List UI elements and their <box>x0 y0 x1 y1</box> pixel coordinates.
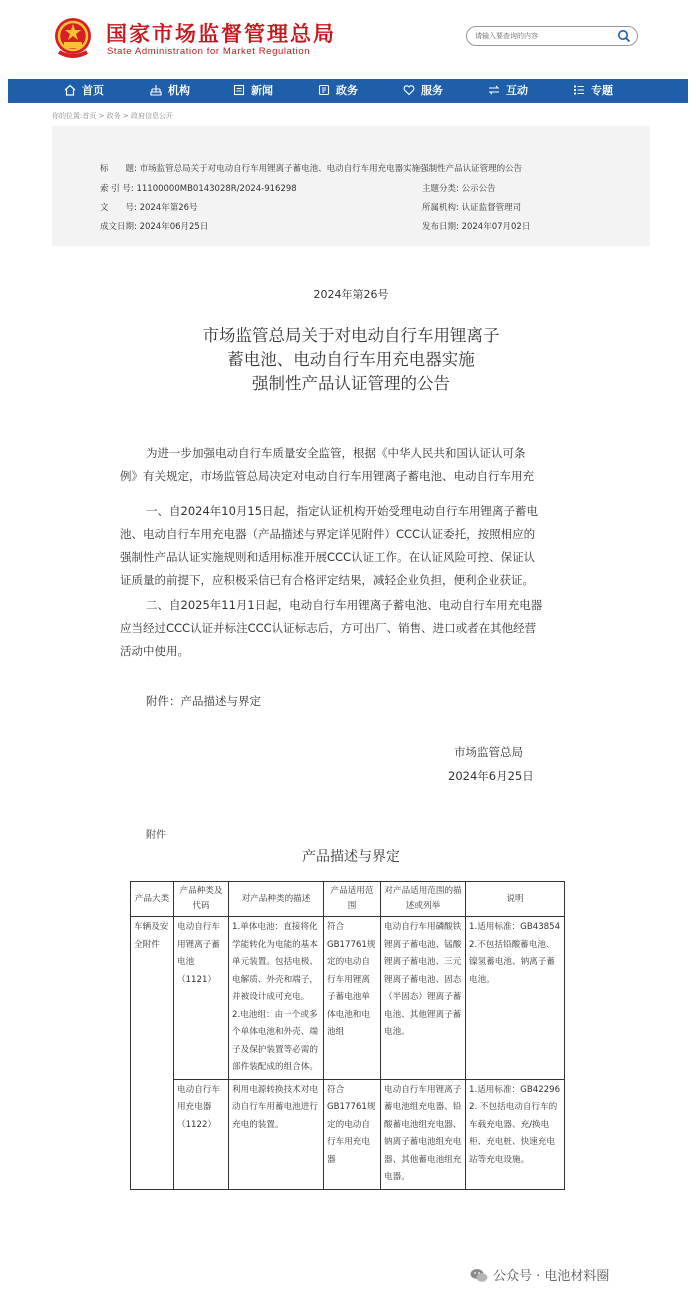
wechat-icon <box>470 1268 488 1283</box>
attachment-line[interactable]: 附件：产品描述与界定 <box>146 694 261 708</box>
table-cell-scope: 符合GB17761规定的电动自行车用充电器 <box>324 1079 381 1189</box>
paragraph-one-line: 证质量的前提下，应积极采信已有合格评定结果，减轻企业负担，便利企业获证。 <box>120 573 534 587</box>
search-icon[interactable] <box>617 29 631 43</box>
meta-date-value: 2024年06月25日 <box>139 222 209 232</box>
nav-item-topic[interactable] <box>573 79 613 103</box>
table-header-cell: 产品适用范围 <box>324 882 381 917</box>
paragraph-one-line: 一、自2024年10月15日起，指定认证机构开始受理电动自行车用锂离子蓄电 <box>146 504 539 518</box>
nav-item-interact[interactable] <box>488 79 528 103</box>
list-icon <box>573 84 585 96</box>
sign-date: 2024年6月25日 <box>448 769 534 783</box>
table-row <box>131 917 565 1080</box>
product-spec-table <box>130 881 565 1190</box>
table-row <box>131 1079 565 1189</box>
paragraph-intro-line: 例》有关规定，市场监管总局决定对电动自行车用锂离子蓄电池、电动自行车用充 <box>120 469 534 483</box>
meta-label: 发布日期: <box>422 222 459 232</box>
meta-pub-value: 2024年07月02日 <box>461 222 531 232</box>
wechat-watermark <box>470 1265 609 1284</box>
meta-label: 主题分类: <box>422 184 459 194</box>
table-cell-description: 利用电源转换技术对电动自行车用蓄电池进行充电的装置。 <box>229 1079 324 1189</box>
table-header-row <box>131 882 565 917</box>
site-header <box>0 0 696 78</box>
appendix-label: 附件 <box>146 830 166 841</box>
meta-org-value: 认证监督管理司 <box>461 203 522 213</box>
meta-label: 文 号: <box>100 203 137 213</box>
meta-category-value: 公示公告 <box>461 184 496 194</box>
news-icon <box>233 84 245 96</box>
site-title-en: State Administration for Market Regulation <box>107 46 311 57</box>
nav-item-gov[interactable] <box>318 79 358 103</box>
meta-org-row <box>422 201 521 213</box>
nav-label: 政务 <box>336 84 358 97</box>
heart-icon <box>403 84 415 96</box>
table-cell-scope: 符合GB17761规定的电动自行车用锂离子蓄电池单体电池和电池组 <box>324 917 381 1080</box>
org-icon <box>150 84 162 96</box>
swap-icon <box>488 84 500 96</box>
national-emblem-icon <box>53 16 93 60</box>
nav-label: 首页 <box>82 84 104 97</box>
paragraph-two-line: 活动中使用。 <box>120 644 189 658</box>
meta-title-row <box>100 162 522 174</box>
meta-label: 成文日期: <box>100 222 137 232</box>
appendix-table-title: 产品描述与界定 <box>302 849 400 865</box>
table-header-cell: 产品种类及代码 <box>174 882 229 917</box>
meta-title-value: 市场监管总局关于对电动自行车用锂离子蓄电池、电动自行车用充电器实施强制性产品认证管理的公告 <box>139 164 523 174</box>
table-header-cell: 对产品种类的描述 <box>229 882 324 917</box>
meta-docno-value: 2024年第26号 <box>139 203 198 213</box>
doc-number: 2024年第26号 <box>313 288 389 301</box>
search-input[interactable] <box>475 29 615 43</box>
table-header-cell: 说明 <box>466 882 565 917</box>
table-cell-category: 车辆及安全附件 <box>131 917 174 1190</box>
table-header-cell: 对产品适用范围的描述或列举 <box>381 882 466 917</box>
nav-item-service[interactable] <box>403 79 443 103</box>
nav-label: 专题 <box>591 84 613 97</box>
nav-label: 新闻 <box>251 84 273 97</box>
meta-pub-row <box>422 220 530 232</box>
main-nav <box>8 79 688 103</box>
doc-title <box>52 324 650 396</box>
table-cell-product: 电动自行车用充电器（1122） <box>174 1079 229 1189</box>
table-cell-product: 电动自行车用锂离子蓄电池（1121） <box>174 917 229 1080</box>
nav-label: 互动 <box>506 84 528 97</box>
search-box[interactable] <box>466 26 638 46</box>
nav-label: 服务 <box>421 84 443 97</box>
paragraph-one-line: 池、电动自行车用充电器（产品描述与界定详见附件）CCC认证委托，按照相应的 <box>120 527 536 541</box>
nav-item-news[interactable] <box>233 79 273 103</box>
table-cell-scope-desc: 电动自行车用磷酸铁锂离子蓄电池、锰酸锂离子蓄电池、三元锂离子蓄电池、固态（半固态）锂离子蓄电池、其他锂离子蓄电池。 <box>381 917 466 1080</box>
doc-body <box>52 246 650 1266</box>
paragraph-two-line: 应当经过CCC认证并标注CCC认证标志后，方可出厂、销售、进口或者在其他经营 <box>120 621 537 635</box>
signer: 市场监管总局 <box>454 745 523 759</box>
table-header-cell: 产品大类 <box>131 882 174 917</box>
paragraph-one-line: 强制性产品认证实施规则和适用标准开展CCC认证工作。在认证风险可控、保证认 <box>120 550 536 564</box>
meta-label: 索 引 号: <box>100 184 134 194</box>
paragraph-two-line: 二、自2025年11月1日起，电动自行车用锂离子蓄电池、电动自行车用充电器 <box>146 598 543 612</box>
table-cell-description: 1.单体电池：直接将化学能转化为电能的基本单元装置。包括电极、电解质、外壳和端子，并被设计成可充电。 2.电池组：由一个或多个单体电池和外壳、端子及保护装置等必需的部件装配成的组合体。 <box>229 917 324 1080</box>
meta-docno-row <box>100 201 198 213</box>
breadcrumb[interactable]: 你的位置:首页 > 政务 > 政府信息公开 <box>52 112 173 120</box>
doc-title-line: 强制性产品认证管理的公告 <box>252 374 450 393</box>
meta-date-row <box>100 220 208 232</box>
gov-icon <box>318 84 330 96</box>
meta-category-row <box>422 182 496 194</box>
home-icon <box>64 84 76 96</box>
doc-title-line: 蓄电池、电动自行车用充电器实施 <box>227 350 475 369</box>
table-cell-note: 1.适用标准：GB42296 2. 不包括电动自行车的车载充电器、充/换电柜、充电桩、快速充电站等充电设施。 <box>466 1079 565 1189</box>
nav-item-home[interactable] <box>64 79 104 103</box>
table-cell-note: 1.适用标准：GB43854 2.不包括铅酸蓄电池、镍氢蓄电池、钠离子蓄电池。 <box>466 917 565 1080</box>
paragraph-intro-line: 为进一步加强电动自行车质量安全监管，根据《中华人民共和国认证认可条 <box>146 446 526 460</box>
table-cell-scope-desc: 电动自行车用锂离子蓄电池组充电器、铅酸蓄电池组充电器、钠离子蓄电池组充电器、其他蓄电池组充电器。 <box>381 1079 466 1189</box>
nav-label: 机构 <box>168 84 190 97</box>
meta-index-value: 11100000MB0143028R/2024-916298 <box>136 184 297 194</box>
meta-label: 所属机构: <box>422 203 459 213</box>
meta-label: 标 题: <box>100 164 137 174</box>
doc-title-line: 市场监管总局关于对电动自行车用锂离子 <box>202 326 500 345</box>
meta-index-row <box>100 182 297 194</box>
nav-item-org[interactable] <box>150 79 190 103</box>
site-title-cn[interactable]: 国家市场监督管理总局 <box>106 22 336 46</box>
watermark-text: 公众号 · 电池材料圈 <box>493 1269 610 1284</box>
doc-meta-box <box>52 126 650 246</box>
